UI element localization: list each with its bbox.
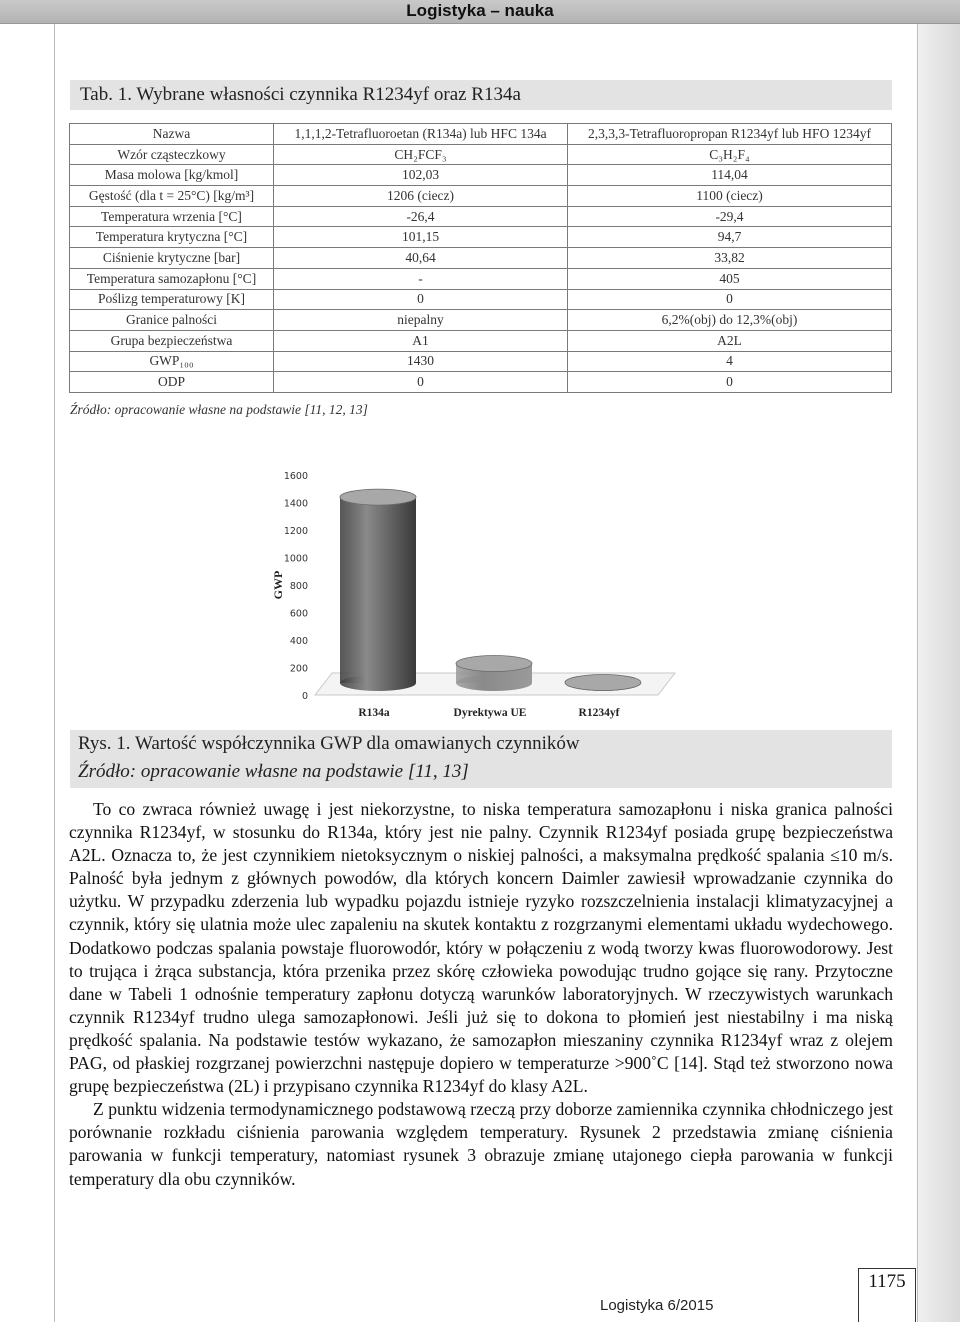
table-cell-label: Poślizg temperaturowy [K] [70, 289, 274, 310]
paragraph-1: To co zwraca również uwagę i jest niekorzystne, to niska temperatura samozapłonu i niska granica palności czynnika R1234yf, w stosunku do R134a, który jest nie palny. Czynnik R1234yf posiada grupę bezpieczeństwa A2L. Oznacza to, że jest czynnikiem nietoksycznym o niskiej palności, a maksymalna prędkość spalania ≤10 m/s. Palność była jednym z głównych powodów, dla których koncern Daimler zawiesił wprowadzanie czynnika do użytku. W przypadku zderzenia lub wypadku pojazdu istnieje ryzyko rozszczelnienia instalacji klimatyzacyjnej a czynnik, który się ulatnia może ulec zapaleniu na skutek kontaktu z rozgrzanymi elementami układu wydechowego. Dodatkowo podczas spalania powstaje fluorowodór, który w połączeniu z wodą tworzy kwas fluorowodorowy. Jest to trująca i żrąca substancja, która przenika przez skórę człowieka powodując trudno gojące się rany. Przytoczne dane w Tabeli 1 odnośnie temperatury zapłonu dotyczą warunków laboratoryjnych. W rzeczywistych warunkach czynnik R1234yf trudno ulega samozapłonowi. Jeśli już się to dokona to płomień jest niestabilny i ma niską prędkość spalania. Na podstawie testów wykazano, że samozapłon mieszaniny czynnika R1234yf wraz z olejem PAG, od płaskiej rozgrzanej powierzchni następuje dopiero w temperaturze >900˚C [14]. Stąd też stworzono nowa grupę bezpieczeństwa (2L) i przypisano czynnika R1234yf do klasy A2L. [69, 799, 893, 1097]
table-row [70, 227, 892, 248]
table-cell-label: Gęstość (dla t = 25°C) [kg/m³] [70, 186, 274, 207]
table-source: Źródło: opracowanie własne na podstawie [11, 12, 13] [70, 402, 368, 417]
y-tick-label: 1200 [283, 526, 308, 537]
page-edge-shade [918, 24, 960, 1322]
table-cell-b: -29,4 [568, 206, 892, 227]
table-cell-a: 1,1,1,2-Tetrafluoroetan (R134a) lub HFC 134a [274, 124, 568, 145]
x-category-label: R134a [358, 707, 390, 719]
gwp-bar-chart [260, 460, 680, 725]
table-row [70, 351, 892, 372]
table-cell-a: 102,03 [274, 165, 568, 186]
table-row [70, 144, 892, 165]
table-row [70, 310, 892, 331]
table-cell-label: Temperatura wrzenia [°C] [70, 206, 274, 227]
table-cell-label: Nazwa [70, 124, 274, 145]
table-cell-label: Temperatura samozapłonu [°C] [70, 268, 274, 289]
bar-body [340, 497, 416, 683]
table-cell-a: CH₂FCF₃ [274, 144, 568, 165]
bar-top [340, 489, 416, 505]
table-cell-label: GWP₁₀₀ [70, 351, 274, 372]
table-row [70, 372, 892, 393]
table-cell-a: 1206 (ciecz) [274, 186, 568, 207]
bar-r134a [340, 489, 416, 691]
y-tick-label: 600 [289, 608, 308, 620]
x-category-label: R1234yf [578, 707, 620, 719]
bar-dyrektywa-ue [456, 656, 532, 692]
page-number: 1175 [868, 1271, 906, 1292]
table-cell-label: Masa molowa [kg/kmol] [70, 165, 274, 186]
properties-table [69, 123, 892, 393]
table-cell-a: 1430 [274, 351, 568, 372]
body-text [69, 798, 893, 1191]
table-row [70, 330, 892, 351]
table-cell-a: A1 [274, 330, 568, 351]
table-cell-a: -26,4 [274, 206, 568, 227]
table-cell-b: 0 [568, 289, 892, 310]
bar-top [456, 656, 532, 672]
table-cell-a: niepalny [274, 310, 568, 331]
table-cell-b: C₃H₂F₄ [568, 144, 892, 165]
x-category-label: Dyrektywa UE [453, 707, 527, 719]
table-cell-label: ODP [70, 372, 274, 393]
bar-bottom [456, 675, 532, 691]
journal-footer: Logistyka 6/2015 [600, 1297, 714, 1314]
table-row [70, 124, 892, 145]
table-cell-b: 405 [568, 268, 892, 289]
bar-bottom [340, 675, 416, 691]
table-cell-b: 1100 (ciecz) [568, 186, 892, 207]
table-cell-b: 4 [568, 351, 892, 372]
bar-top [565, 674, 641, 690]
table-row [70, 186, 892, 207]
table-row [70, 248, 892, 269]
y-tick-label: 200 [289, 663, 308, 675]
y-tick-label: 1600 [283, 471, 308, 482]
table-caption: Tab. 1. Wybrane własności czynnika R1234yf oraz R134a [70, 80, 892, 110]
table-row [70, 206, 892, 227]
table-cell-b: 0 [568, 372, 892, 393]
table-cell-a: 0 [274, 289, 568, 310]
table-cell-b: A2L [568, 330, 892, 351]
y-tick-label: 0 [301, 691, 308, 702]
figure-caption [70, 730, 892, 788]
chart-labels [358, 707, 619, 719]
page-number-box [858, 1268, 916, 1322]
y-tick-label: 400 [289, 636, 308, 647]
table-cell-b: 6,2%(obj) do 12,3%(obj) [568, 310, 892, 331]
chart-bars [340, 489, 641, 691]
y-tick-label: 1400 [283, 498, 308, 510]
table-row [70, 165, 892, 186]
table-cell-label: Granice palności [70, 310, 274, 331]
table-cell-b: 114,04 [568, 165, 892, 186]
bar-r1234yf [565, 674, 641, 691]
y-tick-label: 1000 [283, 553, 308, 565]
table-cell-label: Temperatura krytyczna [°C] [70, 227, 274, 248]
table-cell-a: 0 [274, 372, 568, 393]
table-cell-b: 94,7 [568, 227, 892, 248]
table-cell-label: Ciśnienie krytyczne [bar] [70, 248, 274, 269]
figure-source: Źródło: opracowanie własne na podstawie [11, 13] [78, 761, 469, 782]
table-row [70, 268, 892, 289]
table-cell-label: Wzór cząsteczkowy [70, 144, 274, 165]
y-axis-label: GWP [271, 570, 285, 600]
table-cell-label: Grupa bezpieczeństwa [70, 330, 274, 351]
table-cell-b: 2,3,3,3-Tetrafluoropropan R1234yf lub HFO 1234yf [568, 124, 892, 145]
table-cell-a: - [274, 268, 568, 289]
paragraph-2: Z punktu widzenia termodynamicznego podstawową rzeczą przy doborze zamiennika czynnika chłodniczego jest porównanie rozkładu ciśnienia parowania względem temperatury. Rysunek 2 przedstawia zmianę ciśnienia parowania w funkcji temperatury, natomiast rysunek 3 obrazuje zmianę utajonego ciepła parowania w funkcji temperatury dla obu czynników. [69, 1099, 893, 1189]
table-row [70, 289, 892, 310]
figure-title: Rys. 1. Wartość współczynnika GWP dla omawianych czynników [78, 733, 580, 754]
y-tick-label: 800 [289, 581, 308, 592]
table-cell-a: 40,64 [274, 248, 568, 269]
running-header: Logistyka – nauka [406, 1, 554, 20]
table-cell-a: 101,15 [274, 227, 568, 248]
table-cell-b: 33,82 [568, 248, 892, 269]
